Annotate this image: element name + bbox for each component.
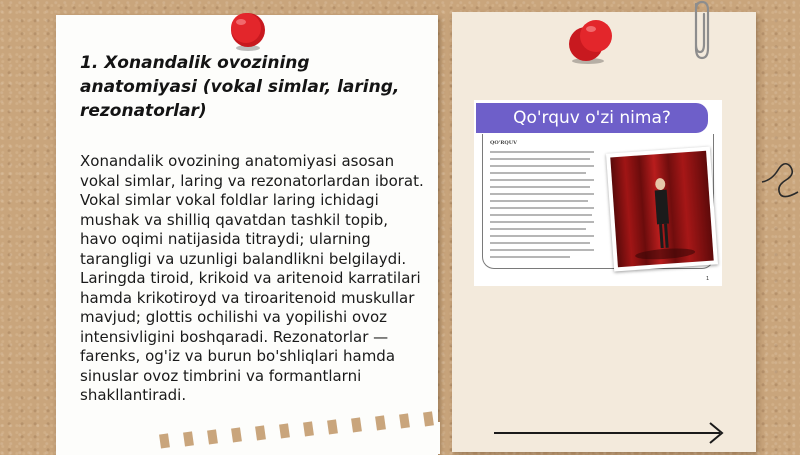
stage-figure-icon [610,151,713,267]
slide-title: Qo'rquv o'zi nima? [476,103,708,133]
slide-body-lead: QO'RQUV [490,140,517,146]
slide-page-number: 1 [706,276,710,282]
slide-text-lines [490,148,598,268]
push-pin-icon [226,10,270,52]
paper-clip-icon [688,0,714,62]
slide-thumbnail [474,100,722,286]
stage-curtain-image [610,151,713,267]
stage-photo [606,147,718,272]
left-note-card [56,15,438,455]
card-body-text: Xonandalik ovozining anatomiyasi asosan vokal simlar, laring va rezonatorlardan iborat. Vokal simlar vokal foldlar laring ichidagi mushak va shilliq qavatdan tashkil topib, havo oqimi natijasida titraydi; ularning tarangligi va uzunligi balandlikni belgilaydi. Laringda tiroid, krikoid va aritenoid karratilari hamda krikotiroyd va tiroaritenoid muskullar mavjud; glottis ochilishi va yopilishi ovoz intensivligini boshqaradi. Rezonatorlar — farenks, og'iz va burun bo'shliqlari hamda sinuslar ovoz timbrini va formantlarni shakllantiradi. [80,152,424,404]
slide-body-text [490,140,598,271]
push-pin-icon [560,14,618,66]
arrow-right-icon [494,420,726,446]
card-title: 1. Xonandalik ovozining anatomiyasi (vokal simlar, laring, rezonatorlar) [80,53,400,121]
torn-paper-edge [150,404,440,454]
curl-doodle-icon [760,152,800,202]
